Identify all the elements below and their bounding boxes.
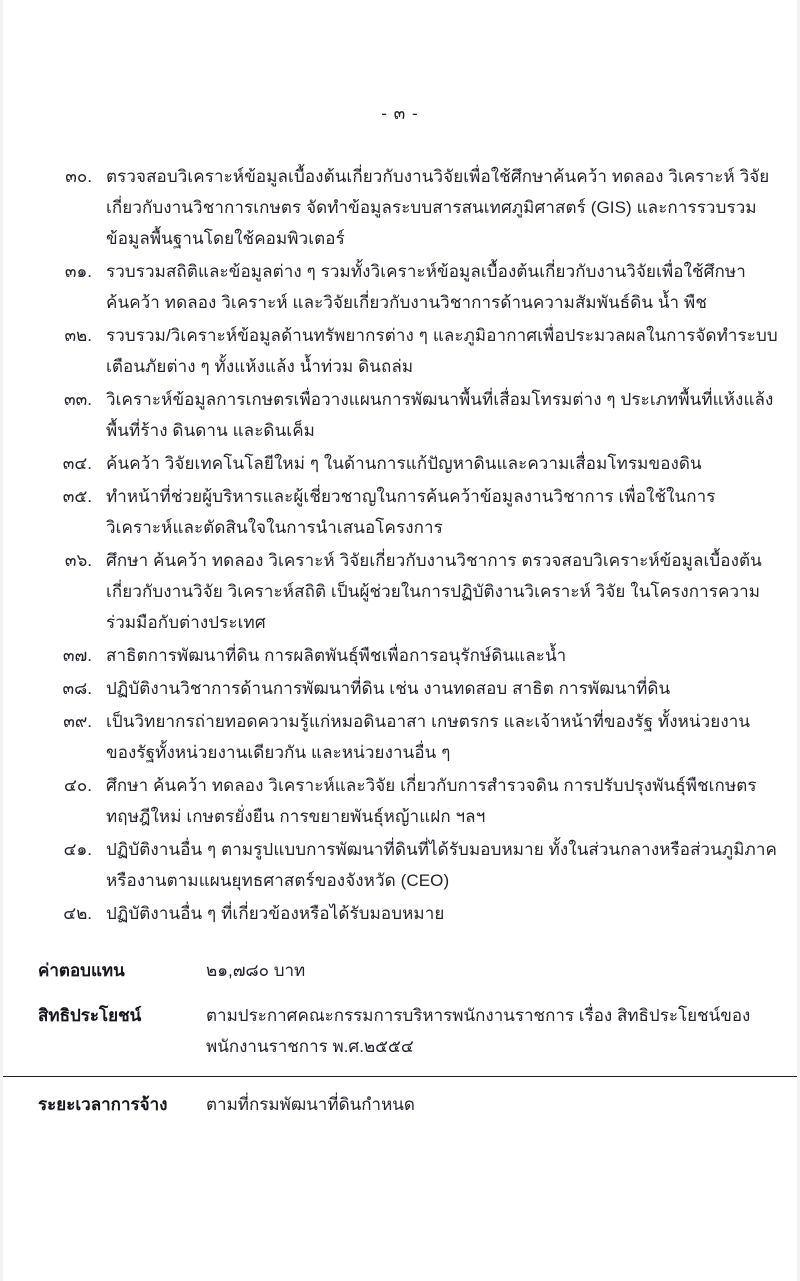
list-item-text: ศึกษา ค้นคว้า ทดลอง วิเคราะห์ วิจัยเกี่ยวกับงานวิชาการ ตรวจสอบวิเคราะห์ข้อมูลเบื้องต้นเกี่ยวกับงานวิจัย วิเคราะห์สถิติ เป็นผู้ช่วยในการปฏิบัติงานวิเคราะห์ วิจัย ในโครงการความร่วมมือกับต่างประเทศ [106,551,762,632]
list-item-number: ๓๓. [64,390,92,409]
field-value: ๒๑,๗๘๐ บาท [206,961,306,980]
list-item-text: ตรวจสอบวิเคราะห์ข้อมูลเบื้องต้นเกี่ยวกับงานวิจัยเพื่อใช้ศึกษาค้นคว้า ทดลอง วิเคราะห์ วิจัย เกี่ยวกับงานวิชาการเกษตร จัดทำข้อมูลระบบสารสนเทศภูมิศาสตร์ (GIS) และการรวบรวมข้อมูลพื้นฐานโดยใช้คอมพิวเตอร์ [106,167,770,248]
list-item-number: ๓๒. [64,326,92,345]
page-left-edge [0,0,3,1281]
detail-fields [0,955,800,1062]
list-item [44,161,780,254]
field-label: ค่าตอบแทน [38,961,125,980]
list-item [44,481,780,543]
list-item-number: ๓๙. [63,712,92,731]
list-item [44,545,780,638]
duties-list [0,161,800,929]
list-item-number: ๓๕. [62,487,92,506]
list-item [44,898,780,929]
list-item-number: ๓๑. [64,262,92,281]
list-item [44,673,780,704]
list-item-number: ๔๒. [63,904,92,923]
list-item-number: ๔๐. [64,776,92,795]
list-item-text: รวบรวม/วิเคราะห์ข้อมูลด้านทรัพยากรต่าง ๆ และภูมิอากาศเพื่อประมวลผลในการจัดทำระบบเตือนภัยต่าง ๆ ทั้งแห้งแล้ง น้ำท่วม ดินถล่ม [106,326,778,376]
field-benefits [38,1000,780,1062]
field-value: ตามประกาศคณะกรรมการบริหารพนักงานราชการ เรื่อง สิทธิประโยชน์ของพนักงานราชการ พ.ศ.๒๕๕๔ [206,1006,751,1056]
list-item-text: ปฏิบัติงานอื่น ๆ ตามรูปแบบการพัฒนาที่ดินที่ได้รับมอบหมาย ทั้งในส่วนกลางหรือส่วนภูมิภาค หรืองานตามแผนยุทธศาสตร์ของจังหวัด (CEO) [106,840,777,890]
list-item [44,384,780,446]
list-item [44,770,780,832]
field-label: สิทธิประโยชน์ [38,1006,142,1025]
field-label: ระยะเวลาการจ้าง [38,1095,168,1114]
list-item [44,256,780,318]
list-item-text: ศึกษา ค้นคว้า ทดลอง วิเคราะห์และวิจัย เกี่ยวกับการสำรวจดิน การปรับปรุงพันธุ์พืชเกษตร ทฤษฎีใหม่ เกษตรยั่งยืน การขยายพันธุ์หญ้าแฝก ฯลฯ [106,776,757,826]
list-item-number: ๔๑. [63,840,92,859]
list-item [44,640,780,671]
section-divider [0,1076,800,1077]
list-item [44,706,780,768]
list-item-text: ทำหน้าที่ช่วยผู้บริหารและผู้เชี่ยวชาญในการค้นคว้าข้อมูลงานวิชาการ เพื่อใช้ในการวิเคราะห์และตัดสินใจในการนำเสนอโครงการ [106,487,716,537]
field-employment-period [0,1089,800,1120]
list-item-text: สาธิตการพัฒนาที่ดิน การผลิตพันธุ์พืชเพื่อการอนุรักษ์ดินและน้ำ [106,646,567,665]
list-item-number: ๓๔. [62,454,92,473]
list-item-text: วิเคราะห์ข้อมูลการเกษตรเพื่อวางแผนการพัฒนาพื้นที่เสื่อมโทรมต่าง ๆ ประเภทพื้นที่แห้งแล้ง พื้นที่ร้าง ดินดาน และดินเค็ม [106,390,774,440]
field-compensation [38,955,780,986]
list-item-text: รวบรวมสถิติและข้อมูลต่าง ๆ รวมทั้งวิเคราะห์ข้อมูลเบื้องต้นเกี่ยวกับงานวิจัยเพื่อใช้ศึกษาค้นคว้า ทดลอง วิเคราะห์ และวิจัยเกี่ยวกับงานวิชาการด้านความสัมพันธ์ดิน น้ำ พืช [106,262,746,312]
list-item-text: ค้นคว้า วิจัยเทคโนโลยีใหม่ ๆ ในด้านการแก้ปัญหาดินและความเสื่อมโทรมของดิน [106,454,702,473]
list-item-text: ปฏิบัติงานอื่น ๆ ที่เกี่ยวข้องหรือได้รับมอบหมาย [106,904,445,923]
list-item-text: ปฏิบัติงานวิชาการด้านการพัฒนาที่ดิน เช่น งานทดสอบ สาธิต การพัฒนาที่ดิน [106,679,671,698]
page-number: - ๓ - [381,104,419,123]
list-item-number: ๓๖. [64,551,92,570]
list-item-number: ๓๗. [62,646,92,665]
list-item [44,834,780,896]
list-item-number: ๓๐. [65,167,92,186]
field-value: ตามที่กรมพัฒนาที่ดินกำหนด [206,1095,415,1114]
list-item-number: ๓๘. [62,679,92,698]
list-item [44,448,780,479]
list-item-text: เป็นวิทยากรถ่ายทอดความรู้แก่หมอดินอาสา เกษตรกร และเจ้าหน้าที่ของรัฐ ทั้งหน่วยงานของรัฐทั้งหน่วยงานเดียวกัน และหน่วยงานอื่น ๆ [106,712,751,762]
list-item [44,320,780,382]
